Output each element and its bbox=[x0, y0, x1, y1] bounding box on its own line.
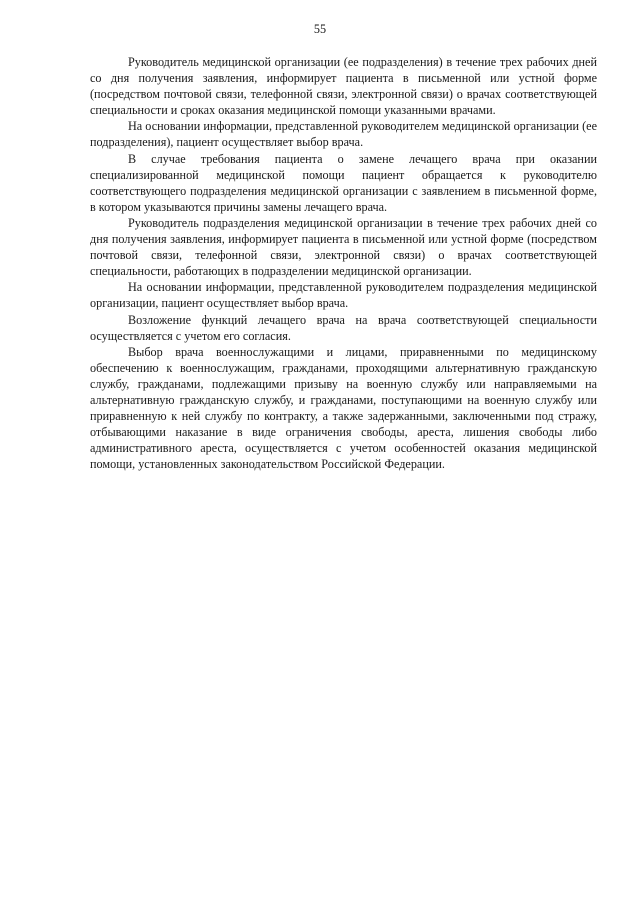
paragraph-4: Руководитель подразделения медицинской организации в течение трех рабочих дней со дня получения заявления, информирует пациента в письменной или устной форме (посредством почтовой связи, телефонной связи, электронной связи) о врачах соответствующей специальности, работающих в подразделении медицинской организации. bbox=[90, 215, 597, 279]
paragraph-5: На основании информации, представленной руководителем подразделения медицинской организации, пациент осуществляет выбор врача. bbox=[90, 280, 597, 311]
document-body bbox=[90, 54, 597, 472]
paragraph-1: Руководитель медицинской организации (ее подразделения) в течение трех рабочих дней со дня получения заявления, информирует пациента в письменной или устной форме (посредством почтовой связи, телефонной связи, электронной связи) о врачах соответствующей специальности и сроках оказания медицинской помощи указанными врачами. bbox=[90, 55, 597, 118]
paragraph-3: В случае требования пациента о замене лечащего врача при оказании специализированной медицинской помощи пациент обращается к руководителю соответствующего подразделения медицинской организации с заявлением в письменной форме, в котором указываются причины замены лечащего врача. bbox=[90, 151, 597, 214]
paragraph-2: На основании информации, представленной руководителем медицинской организации (ее подразделения), пациент осуществляет выбор врача. bbox=[90, 119, 597, 150]
page-number: 55 bbox=[313, 22, 327, 36]
paragraph-6: Возложение функций лечащего врача на врача соответствующей специальности осуществляется с учетом его согласия. bbox=[90, 312, 597, 343]
paragraph-7: Выбор врача военнослужащими и лицами, приравненными по медицинскому обеспечению к военнослужащим, гражданами, проходящими альтернативную гражданскую службу, гражданами, подлежащими призыву на военную службу или направляемыми на альтернативную гражданскую службу, и гражданами, поступающими на военную службу или приравненную к ней службу по контракту, а также задержанными, заключенными под стражу, отбывающими наказание в виде ограничения свободы, ареста, лишения свободы либо административного ареста, осуществляется с учетом особенностей оказания медицинской помощи, установленных законодательством Российской Федерации. bbox=[90, 344, 597, 472]
